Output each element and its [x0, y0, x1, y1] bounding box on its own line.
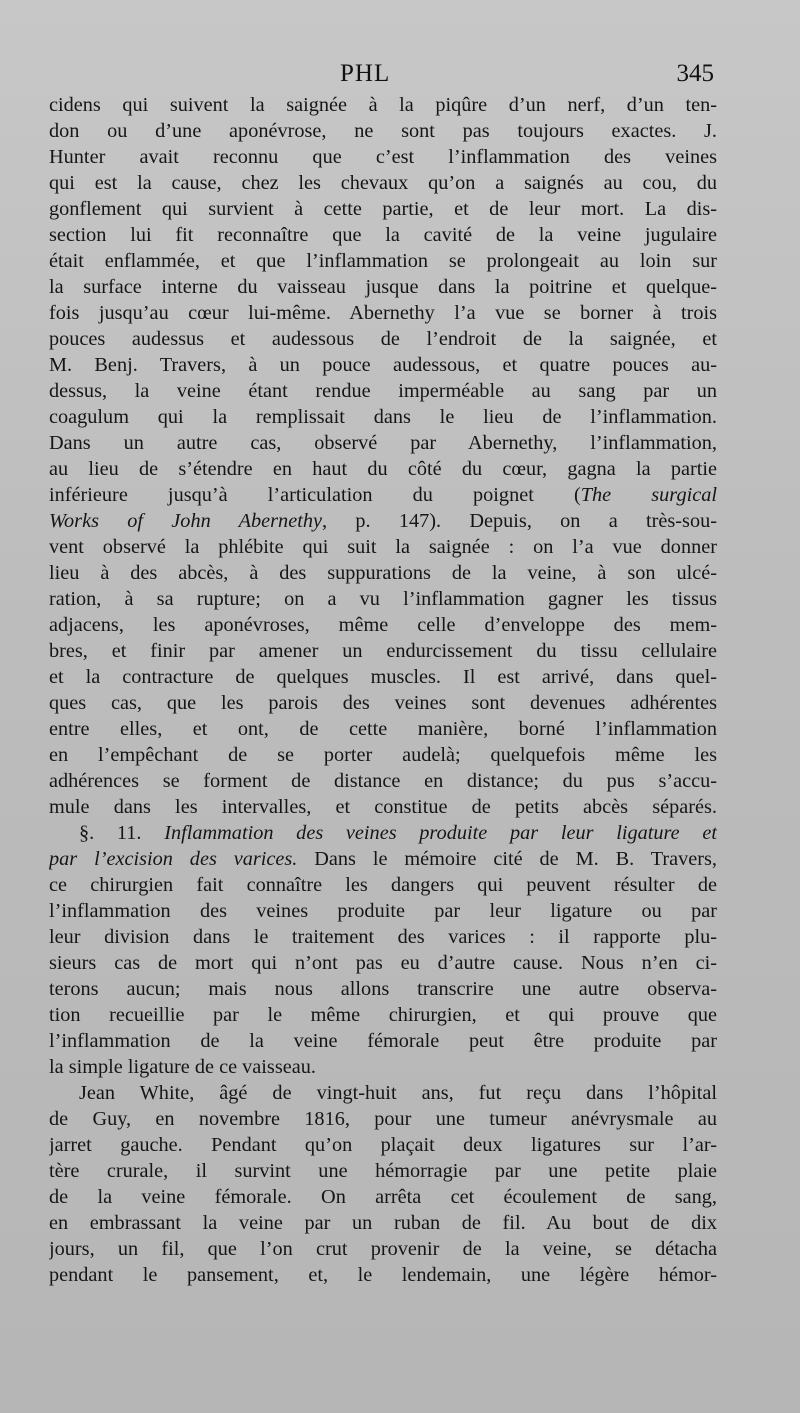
text-line: en embrassant la veine par un ruban de fil. Au bout de dix — [49, 1212, 717, 1234]
italic-title: The surgical — [580, 484, 717, 506]
text-line: pouces audessus et audessous de l’endroit de la saignée, et — [49, 328, 717, 350]
text-line: qui est la cause, chez les chevaux qu’on a saignés au cou, du — [49, 172, 717, 194]
bottom-margin — [0, 1292, 800, 1413]
text-segment: , p. 147). Depuis, on a très-sou- — [321, 510, 717, 532]
section-number: §. 11. — [79, 822, 165, 844]
text-line: dessus, la veine étant rendue imperméable au sang par un — [49, 380, 717, 402]
text-line: de Guy, en novembre 1816, pour une tumeur anévrysmale au — [49, 1108, 717, 1130]
body-text — [49, 92, 717, 1288]
text-line: Dans un autre cas, observé par Abernethy, l’inflammation, — [49, 432, 717, 454]
text-line: cidens qui suivent la saignée à la piqûre d’un nerf, d’un ten- — [49, 94, 717, 116]
text-line: adhérences se forment de distance en distance; du pus s’accu- — [49, 770, 717, 792]
text-line: entre elles, et ont, de cette manière, borné l’inflammation — [49, 718, 717, 740]
text-line: lieu à des abcès, à des suppurations de la veine, à son ulcé- — [49, 562, 717, 584]
section-title: par l’excision des varices. — [49, 848, 298, 870]
text-line: vent observé la phlébite qui suit la saignée : on l’a vue donner — [49, 536, 717, 558]
text-line — [49, 482, 717, 508]
text-line: section lui fit reconnaître que la cavité de la veine jugulaire — [49, 224, 717, 246]
text-line: Hunter avait reconnu que c’est l’inflammation des veines — [49, 146, 717, 168]
text-line: jarret gauche. Pendant qu’on plaçait deux ligatures sur l’ar- — [49, 1134, 717, 1156]
text-line: coagulum qui la remplissait dans le lieu de l’inflammation. — [49, 406, 717, 428]
text-segment: inférieure jusqu’à l’articulation du poignet ( — [49, 484, 581, 506]
text-segment: Dans le mémoire cité de M. B. Travers, — [297, 848, 717, 870]
text-line: jours, un fil, que l’on crut provenir de la veine, se détacha — [49, 1238, 717, 1260]
text-line: l’inflammation des veines produite par leur ligature ou par — [49, 900, 717, 922]
page-header — [0, 60, 800, 94]
text-line: en l’empêchant de se porter audelà; quelquefois même les — [49, 744, 717, 766]
text-line: tère crurale, il survint une hémorragie par une petite plaie — [49, 1160, 717, 1182]
text-line: ques cas, que les parois des veines sont devenues adhérentes — [49, 692, 717, 714]
text-line: gonflement qui survient à cette partie, et de leur mort. La dis- — [49, 198, 717, 220]
text-line: de la veine fémorale. On arrêta cet écoulement de sang, — [49, 1186, 717, 1208]
text-line: était enflammée, et que l’inflammation se prolongeait au loin sur — [49, 250, 717, 272]
text-line: bres, et finir par amener un endurcissement du tissu cellulaire — [49, 640, 717, 662]
text-line: sieurs cas de mort qui n’ont pas eu d’autre cause. Nous n’en ci- — [49, 952, 717, 974]
text-line: et la contracture de quelques muscles. Il est arrivé, dans quel- — [49, 666, 717, 688]
text-line: Jean White, âgé de vingt-huit ans, fut reçu dans l’hôpital — [79, 1082, 717, 1104]
running-head: PHL — [340, 60, 391, 87]
section-title: Inflammation des veines produite par leur ligature et — [164, 822, 717, 844]
text-line: l’inflammation de la veine fémorale peut être produite par — [49, 1030, 717, 1052]
text-line: pendant le pansement, et, le lendemain, une légère hémor- — [49, 1264, 717, 1286]
text-line: terons aucun; mais nous allons transcrire une autre observa- — [49, 978, 717, 1000]
text-line: la surface interne du vaisseau jusque dans la poitrine et quelque- — [49, 276, 717, 298]
text-line: au lieu de s’étendre en haut du côté du cœur, gagna la partie — [49, 458, 717, 480]
text-line: la simple ligature de ce vaisseau. — [49, 1056, 316, 1078]
text-line: fois jusqu’au cœur lui-même. Abernethy l’a vue se borner à trois — [49, 302, 717, 324]
section-heading-line — [49, 820, 717, 846]
text-line: M. Benj. Travers, à un pouce audessous, et quatre pouces au- — [49, 354, 717, 376]
italic-title: Works of John Abernethy — [49, 510, 322, 532]
text-line: ce chirurgien fait connaître les dangers qui peuvent résulter de — [49, 874, 717, 896]
page-number: 345 — [676, 60, 714, 87]
text-line: adjacens, les aponévroses, même celle d’enveloppe des mem- — [49, 614, 717, 636]
text-line: ration, à sa rupture; on a vu l’inflammation gagner les tissus — [49, 588, 717, 610]
text-line — [49, 846, 717, 872]
text-line: don ou d’une aponévrose, ne sont pas toujours exactes. J. — [49, 120, 717, 142]
text-line: leur division dans le traitement des varices : il rapporte plu- — [49, 926, 717, 948]
text-line — [49, 508, 717, 534]
text-line: tion recueillie par le même chirurgien, et qui prouve que — [49, 1004, 717, 1026]
text-line: mule dans les intervalles, et constitue de petits abcès séparés. — [49, 796, 717, 818]
